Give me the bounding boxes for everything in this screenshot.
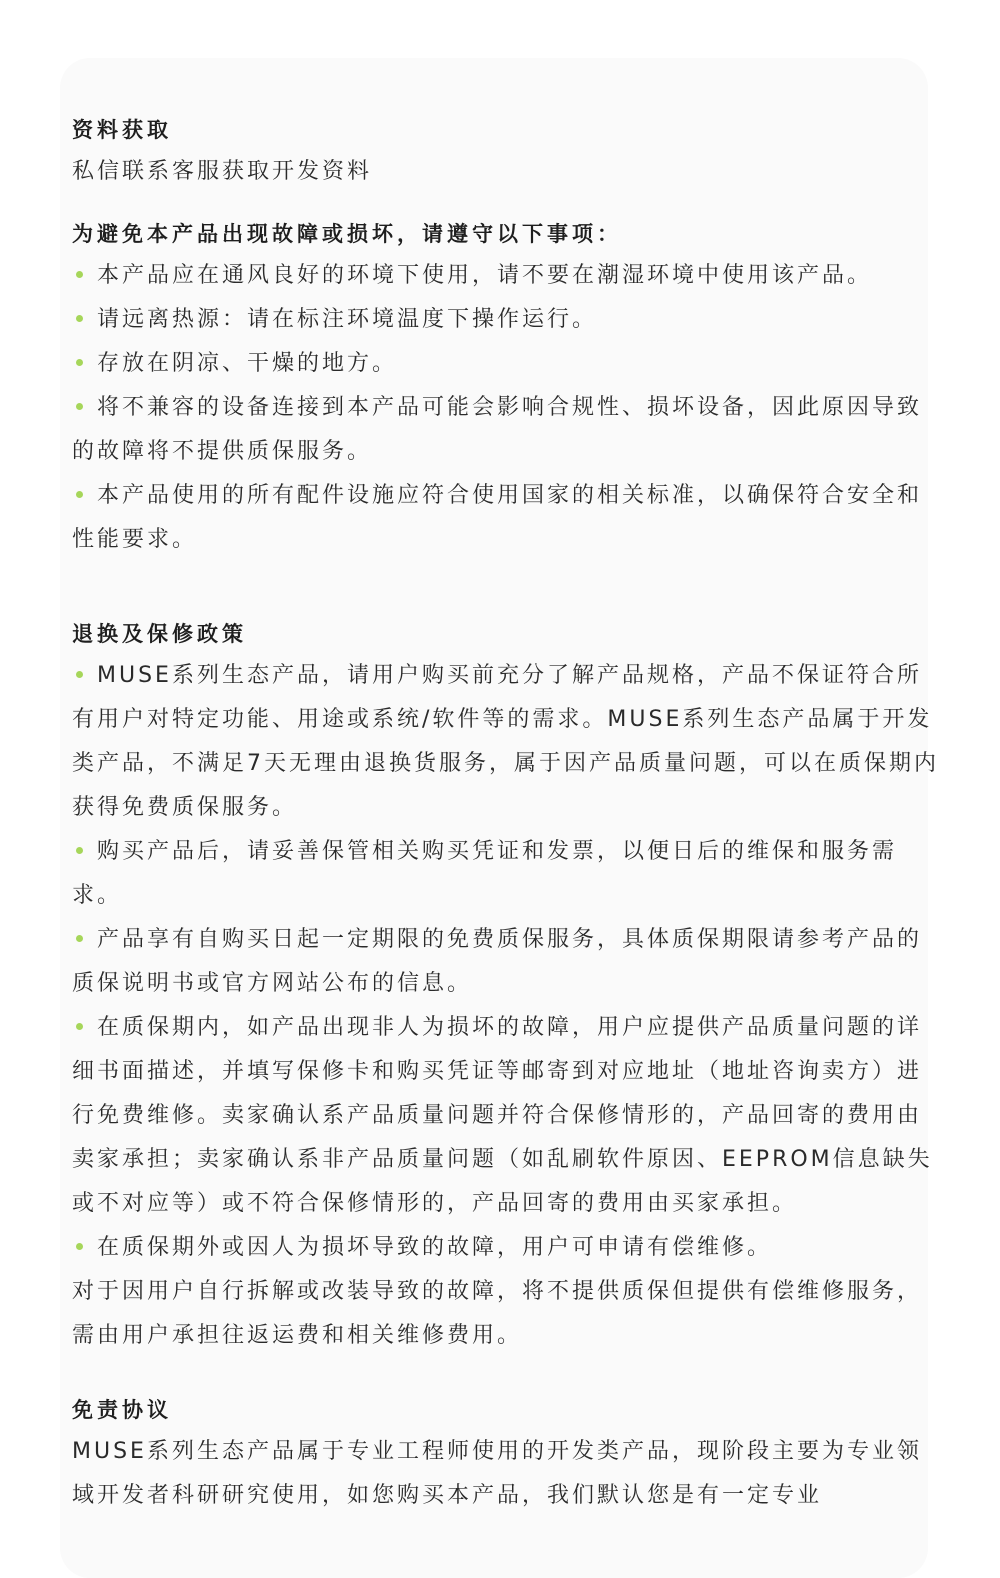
disclaimer-body: MUSE系列生态产品属于专业工程师使用的开发类产品，现阶段主要为专业领域开发者科研研究使用，如您购买本产品，我们默认您是有一定专业 bbox=[72, 1439, 922, 1508]
warranty-heading: 退换及保修政策 bbox=[72, 622, 247, 646]
list-item-text: 本产品使用的所有配件设施应符合使用国家的相关标准，以确保符合安全和性能要求。 bbox=[72, 483, 923, 552]
bullet-dot-icon bbox=[76, 359, 83, 366]
document-content bbox=[72, 110, 942, 1518]
list-item-text: 在质保期外或因人为损坏导致的故障，用户可申请有偿维修。 bbox=[97, 1235, 773, 1260]
list-item bbox=[72, 1226, 942, 1270]
warranty-list bbox=[72, 654, 942, 1270]
list-item bbox=[72, 254, 942, 298]
materials-heading: 资料获取 bbox=[72, 118, 172, 142]
list-item-text: 购买产品后，请妥善保管相关购买凭证和发票，以便日后的维保和服务需求。 bbox=[72, 839, 898, 908]
bullet-dot-icon bbox=[76, 1243, 83, 1250]
bullet-dot-icon bbox=[76, 847, 83, 854]
bullet-dot-icon bbox=[76, 315, 83, 322]
disclaimer-section bbox=[72, 1390, 942, 1518]
precautions-list bbox=[72, 254, 942, 562]
list-item bbox=[72, 342, 942, 386]
bullet-dot-icon bbox=[76, 403, 83, 410]
materials-section bbox=[72, 110, 942, 194]
list-item bbox=[72, 386, 942, 474]
bullet-dot-icon bbox=[76, 1023, 83, 1030]
disclaimer-heading: 免责协议 bbox=[72, 1398, 172, 1422]
warranty-section bbox=[72, 614, 942, 1358]
list-item-text: 产品享有自购买日起一定期限的免费质保服务，具体质保期限请参考产品的质保说明书或官方网站公布的信息。 bbox=[72, 927, 923, 996]
list-item bbox=[72, 1006, 942, 1226]
list-item-text: 本产品应在通风良好的环境下使用，请不要在潮湿环境中使用该产品。 bbox=[97, 263, 873, 288]
list-item-text: 在质保期内，如产品出现非人为损坏的故障，用户应提供产品质量问题的详细书面描述，并填写保修卡和购买凭证等邮寄到对应地址（地址咨询卖方）进行免费维修。卖家确认系产品质量问题并符合保修情形的，产品回寄的费用由卖家承担；卖家确认系非产品质量问题（如乱刷软件原因、EEPROM信息缺失或不对应等）或不符合保修情形的，产品回寄的费用由买家承担。 bbox=[72, 1015, 933, 1216]
bullet-dot-icon bbox=[76, 671, 83, 678]
bullet-dot-icon bbox=[76, 935, 83, 942]
precautions-heading: 为避免本产品出现故障或损坏，请遵守以下事项： bbox=[72, 222, 622, 246]
list-item bbox=[72, 918, 942, 1006]
list-item-text: 将不兼容的设备连接到本产品可能会影响合规性、损坏设备，因此原因导致的故障将不提供质保服务。 bbox=[72, 395, 923, 464]
warranty-note: 对于因用户自行拆解或改装导致的故障，将不提供质保但提供有偿维修服务，需由用户承担往返运费和相关维修费用。 bbox=[72, 1279, 923, 1348]
list-item bbox=[72, 474, 942, 562]
precautions-section bbox=[72, 214, 942, 562]
list-item bbox=[72, 830, 942, 918]
list-item-text: 请远离热源：请在标注环境温度下操作运行。 bbox=[97, 307, 598, 332]
materials-body: 私信联系客服获取开发资料 bbox=[72, 159, 373, 184]
bullet-dot-icon bbox=[76, 491, 83, 498]
list-item bbox=[72, 298, 942, 342]
list-item-text: 存放在阴凉、干燥的地方。 bbox=[97, 351, 398, 376]
bullet-dot-icon bbox=[76, 271, 83, 278]
list-item-text: MUSE系列生态产品，请用户购买前充分了解产品规格，产品不保证符合所有用户对特定功能、用途或系统/软件等的需求。MUSE系列生态产品属于开发类产品，不满足7天无理由退换货服务，属于因产品质量问题，可以在质保期内获得免费质保服务。 bbox=[72, 663, 939, 820]
list-item bbox=[72, 654, 942, 830]
